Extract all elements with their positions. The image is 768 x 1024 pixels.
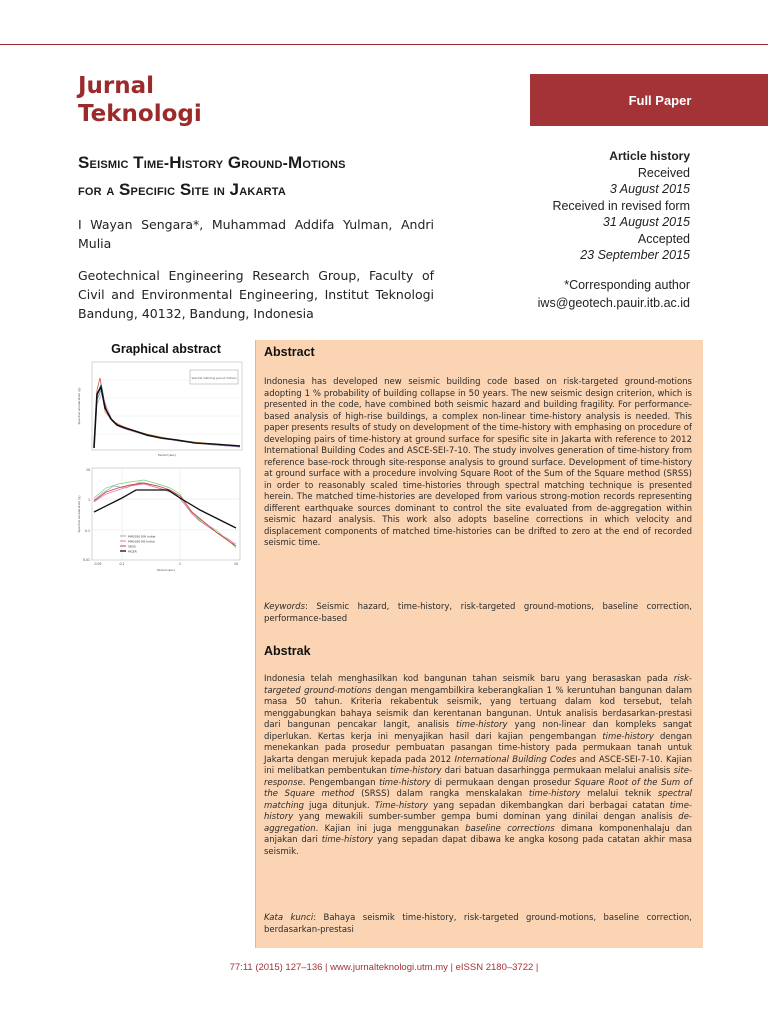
legend-item-2: MR0350 NS Initial: [128, 539, 155, 544]
paper-type-label: Full Paper: [628, 92, 692, 108]
author-list: I Wayan Sengara*, Muhammad Addifa Yulman, Andri Mulia: [78, 217, 434, 251]
abstract-text: Indonesia has developed new seismic building code based on risk-targeted ground-motions adopting 1 % probability of building collapse in 50 years. The new seismic design criterion, which is presented in the code, have combined both seismic hazard and building fragility. For performance-based analysis of high-rise buildings, a complex non-linear time-history analysis is needed. This paper presents results of study on development of the time-history with emphasing on procedure of developing pairs of time-history at ground surface for spesific site in Jakarta with reference to 2012 International Building Codes and ASCE-SEI-7-10. The study involves generation of time-history from reference base-rock through site-response analysis to ground surface. Development of time-history at ground surface with a procedure involving Square Root of the Sum of the Square method (SRSS) in order to reasonably scaled time-histories through spectral matching technique is presented herein. The matched time-histories are developed from various strong-motion records representing different earthquake sources dominant to control the site evaluated from de-aggregation within seismic hazard analysis. This work also adopts baseline corrections in which velocity and displacement components of matched time-histories can be drifted to zero at the end of recorded seismic time.: [264, 377, 692, 548]
xtick-2: 0.1: [119, 562, 125, 566]
article-history: [450, 148, 690, 264]
kata-kunci-value: : Bahaya seismik time-history, risk-targeted ground-motions, baseline correction, berdasarkan-prestasi: [264, 913, 692, 935]
abstrak-text: Indonesia telah menghasilkan kod bangunan tahan seismik baru yang berasaskan pada risk-targeted ground-motions dengan mengambilkira keberangkalian 1 % keruntuhan bangunan dalam masa 50 tahun. Kriteria rekabentuk seismik, yang tertuang dalam kod tersebut, telah menggabungkan bahaya seismik dan kerentanan bangunan. Untuk analisis berdasarkan-prestasi dari bangunan pencakar langit, analisis time-history yang non-linear dan kompleks sangat diperlukan. Kertas kerja ini menyajikan hasil dari kajian pengembangan time-history dengan menekankan pada prosedur pembuatan pasangan time-history pada permukaan tanah untuk Jakarta dengan merujuk kepada pada 2012 International Building Codes and ASCE-SEI-7-10. Kajian ini melibatkan pembentukan time-history dari batuan dasarhingga permukaan melalui analisis site-response. Pengembangan time-history di permukaan dengan prosedur Square Root of the Sum of the Square method (SRSS) dalam rangka menskalakan time-history melalui teknik spectral matching juga ditunjuk. Time-history yang sepadan dikembangkan dari berbagai catatan time-history yang mewakili sumber-sumber gempa bumi dominan yang dinilai dengan analisis de-aggregation. Kajian ini juga menggunakan baseline corrections dimana komponenhalaju dan anjakan dari time-history yang sepadan dapat dibawa ke angka kosong pada catatan akhir masa seismik.: [264, 674, 693, 857]
xtick-3: 1: [178, 562, 182, 566]
bottom-plot-frame: [92, 468, 240, 560]
history-heading: Article history: [609, 149, 690, 163]
journal-name-line1: Jurnal: [78, 73, 155, 99]
xtick-4: 10: [233, 562, 239, 566]
abstrak-heading: Abstrak: [264, 644, 311, 658]
xtick-1: 0.05: [94, 562, 102, 566]
top-plot-ylabel: Spectral acceleration (g): [77, 387, 81, 425]
corresponding-label: *Corresponding author: [564, 278, 690, 292]
abstract-keywords: [264, 602, 692, 625]
journal-name: [78, 72, 202, 128]
graphical-abstract-figure: [70, 360, 250, 580]
legend-item-4: MCER: [128, 549, 137, 554]
page-footer: 77:11 (2015) 127–136 | www.jurnalteknologi.utm.my | eISSN 2180–3722 |: [229, 962, 539, 973]
corresponding-author: [430, 276, 690, 312]
ytick-4: 0.01: [82, 558, 90, 562]
bottom-plot-xticks: [94, 562, 238, 566]
header-rule: [0, 44, 768, 45]
revised-date: 31 August 2015: [602, 215, 690, 229]
kata-kunci-label: Kata kunci: [264, 913, 314, 923]
abstrak-keywords: [264, 913, 692, 936]
ytick-2: 1: [87, 498, 90, 502]
bottom-plot-yticks: [83, 468, 90, 562]
received-label: Received: [637, 165, 690, 180]
title-line-2: for a Specific Site in Jakarta: [78, 180, 287, 199]
bottom-plot-xlabel: Period (sec): [157, 568, 175, 572]
paper-type-banner: [530, 74, 768, 126]
revised-label: Received in revised form: [552, 198, 690, 213]
accepted-label: Accepted: [637, 231, 690, 246]
article-title: [78, 150, 458, 204]
keywords-label: Keywords: [264, 602, 306, 612]
abstract-heading: Abstract: [264, 345, 315, 359]
ytick-3: 0.1: [84, 529, 90, 533]
legend-item-1: MR0350 EW Initial: [128, 534, 156, 539]
legend-item-3: SRSS: [128, 544, 136, 549]
title-line-1: Seismic Time-History Ground-Motions: [78, 153, 346, 172]
top-plot-legend-text: Spectral matching ground motions: [191, 377, 237, 380]
accepted-date: 23 September 2015: [580, 248, 690, 262]
received-date: 3 August 2015: [609, 182, 690, 196]
affiliation: Geotechnical Engineering Research Group, Faculty of Civil and Environmental Engineering, Institut Teknologi Bandung, 40132, Bandung, Indonesia: [78, 268, 434, 321]
top-plot-xlabel: Period (sec): [158, 453, 176, 457]
journal-name-line2: Teknologi: [78, 101, 202, 127]
graphical-abstract-svg: [70, 360, 250, 580]
graphical-abstract-heading: Graphical abstract: [111, 342, 221, 356]
ytick-1: 10: [85, 468, 90, 472]
corresponding-email[interactable]: iws@geotech.pauir.itb.ac.id: [537, 296, 690, 310]
bottom-plot-ylabel: Spectral acceleration (g): [77, 495, 81, 533]
keywords-value: : Seismic hazard, time-history, risk-targeted ground-motions, baseline correction, performance-based: [264, 602, 692, 624]
